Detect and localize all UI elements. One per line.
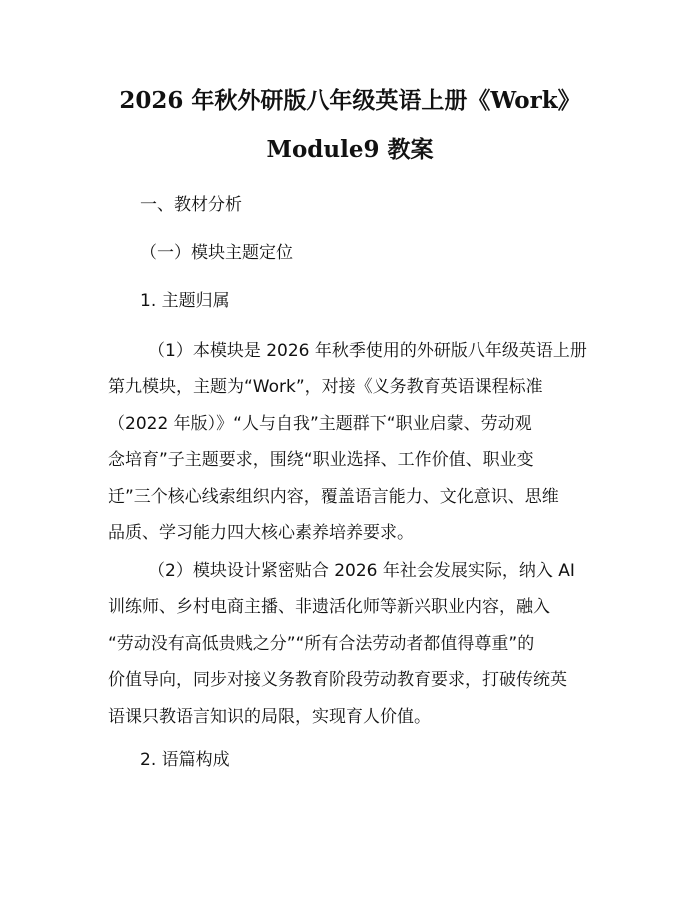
section-heading: 一、教材分析 [140,195,242,215]
paragraph-line: （2022 年版）》“人与自我”主题群下“职业启蒙、劳动观 [108,413,532,434]
paragraph-line: 第九模块，主题为“Work”，对接《义务教育英语课程标准 [108,377,543,398]
paragraph-line: 品质、学习能力四大核心素养培养要求。 [108,523,414,544]
subsection-heading: （一）模块主题定位 [140,243,293,263]
item-heading-1: 1. 主题归属 [140,291,230,311]
paragraph-line: 念培育”子主题要求，围绕“职业选择、工作价值、职业变 [108,450,534,471]
document-title-line-2: Module9 教案 [266,136,434,163]
paragraph-line: 迁”三个核心线索组织内容，覆盖语言能力、文化意识、思维 [108,486,559,507]
document-title-line-1: 2026 年秋外研版八年级英语上册《Work》 [119,87,581,114]
paragraph-line: （1）本模块是 2026 年秋季使用的外研版八年级英语上册 [148,341,587,361]
paragraph-line: （2）模块设计紧密贴合 2026 年社会发展实际，纳入 AI [148,561,575,581]
paragraph-line: 训练师、乡村电商主播、非遗活化师等新兴职业内容，融入 [108,597,550,618]
paragraph-line: 价值导向，同步对接义务教育阶段劳动教育要求，打破传统英 [108,670,567,691]
paragraph-2 [108,553,608,735]
paragraph-1 [108,333,608,551]
paragraph-line: “劳动没有高低贵贱之分”“所有合法劳动者都值得尊重”的 [108,633,535,654]
item-heading-2: 2. 语篇构成 [140,750,230,770]
paragraph-line: 语课只教语言知识的局限，实现育人价值。 [108,706,431,727]
